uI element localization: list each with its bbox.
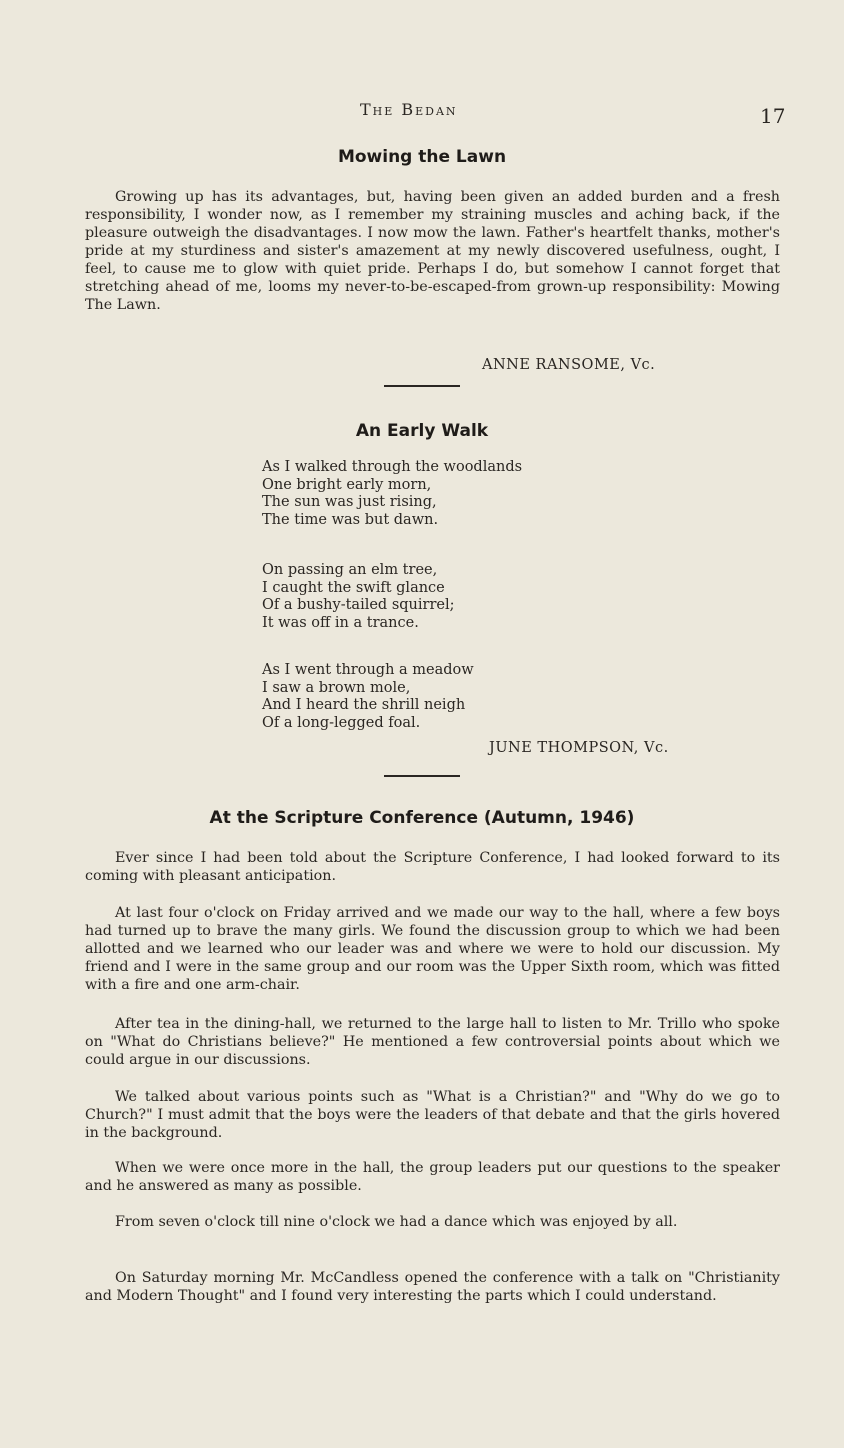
article-title-mowing: Mowing the Lawn	[337, 147, 507, 167]
poem-line: I saw a brown mole,	[262, 679, 411, 696]
poem-line: And I heard the shrill neigh	[262, 697, 466, 714]
section-divider	[384, 385, 460, 387]
poem-line: On passing an elm tree,	[262, 562, 438, 578]
poem-line: As I went through a meadow	[262, 662, 474, 678]
poem-line: One bright early morn,	[262, 476, 432, 493]
paragraph: After tea in the dining-hall, we returned to the large hall to listen to Mr. Trillo who spoke on "What do Christians believe?" He mentioned a few controversial points about which we could argue in our discussions.	[85, 1016, 780, 1068]
section-divider	[384, 775, 460, 777]
paragraph: When we were once more in the hall, the group leaders put our questions to the speaker and he answered as many as possible.	[85, 1160, 780, 1194]
paragraph: On Saturday morning Mr. McCandless opened the conference with a talk on "Christianity and Modern Thought" and I found very interesting the parts which I could understand.	[85, 1270, 780, 1304]
poem-stanza	[262, 562, 455, 632]
poem-line: It was off in a trance.	[262, 614, 419, 631]
poem-stanza	[262, 459, 522, 529]
paragraph: Ever since I had been told about the Scripture Conference, I had looked forward to its coming with pleasant anticipation.	[85, 850, 780, 884]
author-byline-mowing: ANNE RANSOME, Vc.	[482, 357, 656, 373]
paragraph: At last four o'clock on Friday arrived and we made our way to the hall, where a few boys had turned up to brave the many girls. We found the discussion group to which we had been allotted and we learned who our leader was and where we were to hold our discussion. My friend and I were in the same group and our room was the Upper Sixth room, which was fitted with a fire and one arm-chair.	[85, 905, 780, 993]
poem-stanza	[262, 662, 474, 732]
poem-line: The sun was just rising,	[262, 494, 437, 511]
poem-line: I caught the swift glance	[262, 579, 445, 596]
article-title-scripture: At the Scripture Conference (Autumn, 1946)	[209, 808, 635, 828]
poem-line: As I walked through the woodlands	[262, 459, 523, 475]
poem-line: Of a long-legged foal.	[262, 714, 421, 731]
article-body-mowing: Growing up has its advantages, but, having been given an added burden and a fresh responsibility, I wonder now, as I remember my straining muscles and aching back, if the pleasure outweigh the disadvantages. I now mow the lawn. Father's heartfelt thanks, mother's pride at my sturdiness and sister's amazement at my newly discovered usefulness, ought, I feel, to cause me to glow with quiet pride. Perhaps I do, but somehow I cannot forget that stretching ahead of me, looms my never-to-be-escaped-from grown-up responsibility: Mowing The Lawn.	[85, 189, 780, 313]
paragraph: We talked about various points such as "What is a Christian?" and "Why do we go to Church?" I must admit that the boys were the leaders of that debate and that the girls hovered in the background.	[85, 1089, 780, 1141]
poem-line: Of a bushy-tailed squirrel;	[262, 597, 455, 614]
author-byline-early-walk: JUNE THOMPSON, Vc.	[489, 740, 669, 756]
paragraph: From seven o'clock till nine o'clock we had a dance which was enjoyed by all.	[115, 1214, 678, 1230]
page-number: 17	[760, 104, 786, 128]
article-title-early-walk: An Early Walk	[355, 421, 489, 441]
running-title: The Bedan	[360, 100, 458, 119]
poem-line: The time was but dawn.	[262, 511, 439, 528]
